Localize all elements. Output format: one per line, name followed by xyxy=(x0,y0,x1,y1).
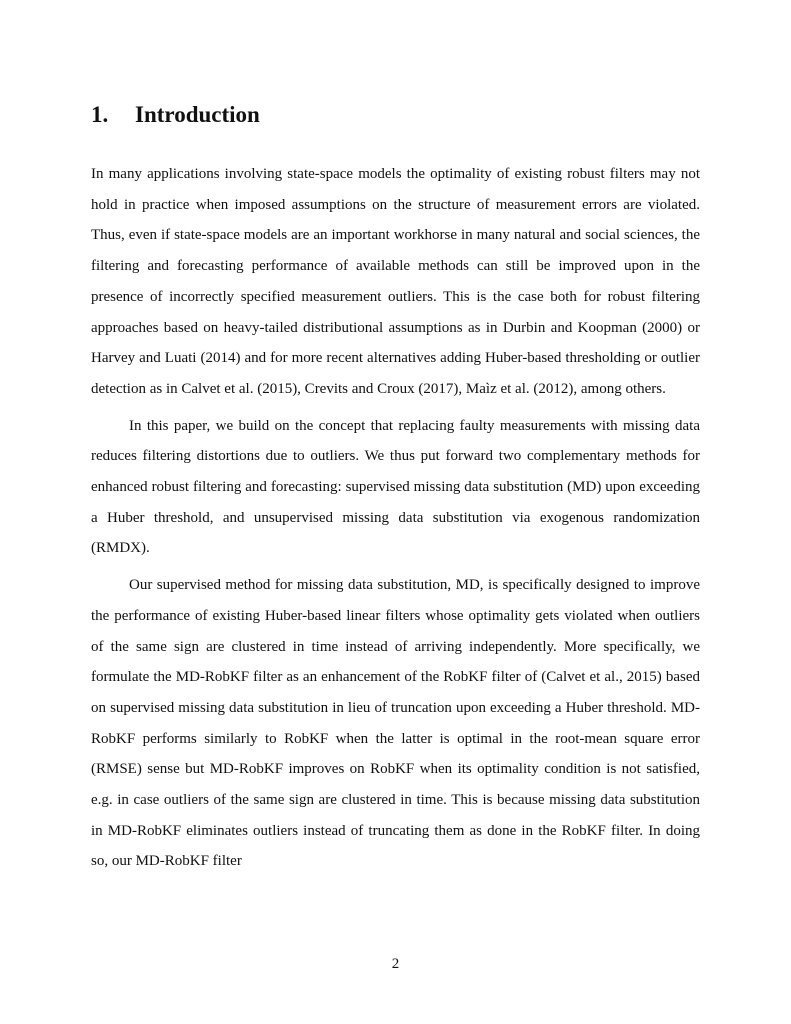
section-number: 1. xyxy=(91,102,109,127)
paragraph-3: Our supervised method for missing data substitution, MD, is specifically designed to improve the performance of existing Huber-based linear filters whose optimality gets violated when outliers of the same sign are clustered in time instead of arriving independently. More specifically, we formulate the MD-RobKF filter as an enhancement of the RobKF filter of (Calvet et al., 2015) based on supervised missing data substitution in lieu of truncation upon exceeding a Huber threshold. MD-RobKF performs similarly to RobKF when the latter is optimal in the root-mean square error (RMSE) sense but MD-RobKF improves on RobKF when its optimality condition is not satisfied, e.g. in case outliers of the same sign are clustered in time. This is because missing data substitution in MD-RobKF eliminates outliers instead of truncating them as done in the RobKF filter. In doing so, our MD-RobKF filter xyxy=(91,577,700,870)
body-text xyxy=(91,159,700,883)
page-number: 2 xyxy=(391,956,400,972)
paragraph-1: In many applications involving state-space models the optimality of existing robust filters may not hold in practice when imposed assumptions on the structure of measurement errors are violated. Thus, even if state-space models are an important workhorse in many natural and social sciences, the filtering and forecasting performance of available methods can still be improved upon in the presence of incorrectly specified measurement outliers. This is the case both for robust filtering approaches based on heavy-tailed distributional assumptions as in Durbin and Koopman (2000) or Harvey and Luati (2014) and for more recent alternatives adding Huber-based thresholding or outlier detection as in Calvet et al. (2015), Crevits and Croux (2017), Maìz et al. (2012), among others. xyxy=(91,166,700,397)
section-heading xyxy=(91,102,260,128)
paragraph-2: In this paper, we build on the concept that replacing faulty measurements with missing data reduces filtering distortions due to outliers. We thus put forward two complementary methods for enhanced robust filtering and forecasting: supervised missing data substitution (MD) upon exceeding a Huber threshold, and unsupervised missing data substitution via exogenous randomization (RMDX). xyxy=(91,417,700,557)
section-title: Introduction xyxy=(135,102,260,127)
